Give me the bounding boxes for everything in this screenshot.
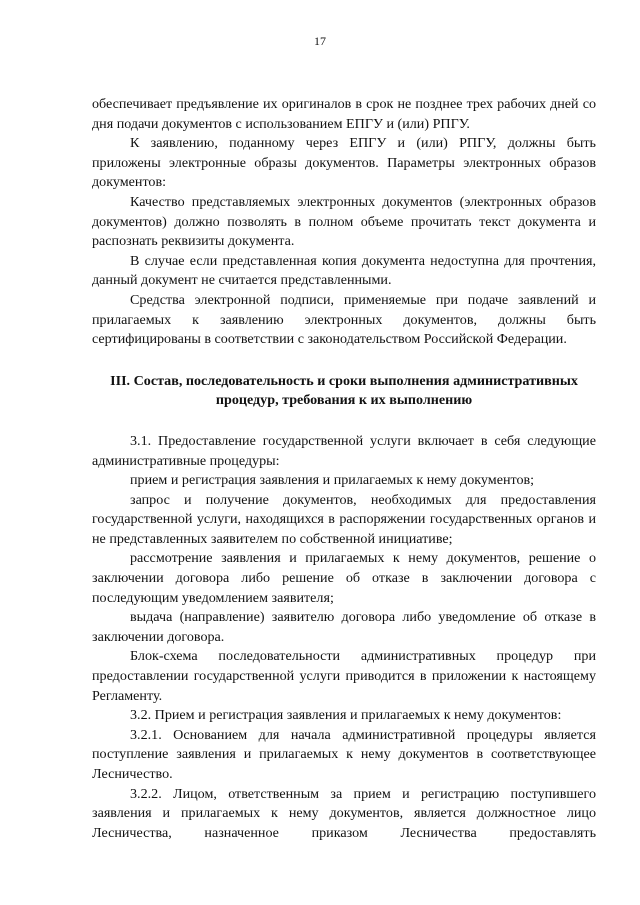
paragraph: Блок-схема последовательности административных процедур при предоставлении государственной услуги приводится в приложении к настоящему Регламенту. [92,648,596,704]
document-body [92,95,596,843]
page-number: 17 [314,34,326,48]
paragraph: Качество представляемых электронных документов (электронных образов документов) должно позволять в полном объеме прочитать текст документа и распознать реквизиты документа. [92,193,596,250]
paragraph: 3.2.1. Основанием для начала административной процедуры является поступление заявления и прилагаемых к нему документов в соответствующее Лесничество. [92,726,596,782]
paragraph: рассмотрение заявления и прилагаемых к нему документов, решение о заключении договора либо решение об отказе в заключении договора с последующим уведомлением заявителя; [92,550,596,606]
paragraph: выдача (направление) заявителю договора либо уведомление об отказе в заключении договора. [92,609,596,645]
paragraph: запрос и получение документов, необходимых для предоставления государственной услуги, находящихся в распоряжении государственных органов и не представленных заявителем по собственной инициативе; [92,491,596,547]
paragraph: К заявлению, поданному через ЕПГУ и (или) РПГУ, должны быть приложены электронные образы документов. Параметры электронных образов документов: [92,135,596,191]
paragraph: В случае если представленная копия документа недоступна для прочтения, данный документ не считается представленными. [92,252,596,289]
paragraph: обеспечивает предъявление их оригиналов в срок не позднее трех рабочих дней со дня подачи документов с использованием ЕПГУ и (или) РПГУ. [92,96,596,132]
paragraph: прием и регистрация заявления и прилагаемых к нему документов; [130,472,535,489]
section-heading: III. Состав, последовательность и сроки выполнения административных процедур, требования к их выполнению [110,372,578,409]
paragraph: Средства электронной подписи, применяемые при подаче заявлений и прилагаемых к заявлению электронных документов, должны быть сертифицированы в соответствии с законодательством Российской Федерации. [92,291,596,348]
paragraph: 3.1. Предоставление государственной услуги включает в себя следующие административные процедуры: [92,432,596,469]
paragraph: 3.2.2. Лицом, ответственным за прием и регистрацию поступившего заявления и прилагаемых к нему документов, является должностное лицо Лесничества, назначенное приказом Лесничества предоставлять [92,785,596,841]
paragraph: 3.2. Прием и регистрация заявления и прилагаемых к нему документов: [130,707,562,724]
